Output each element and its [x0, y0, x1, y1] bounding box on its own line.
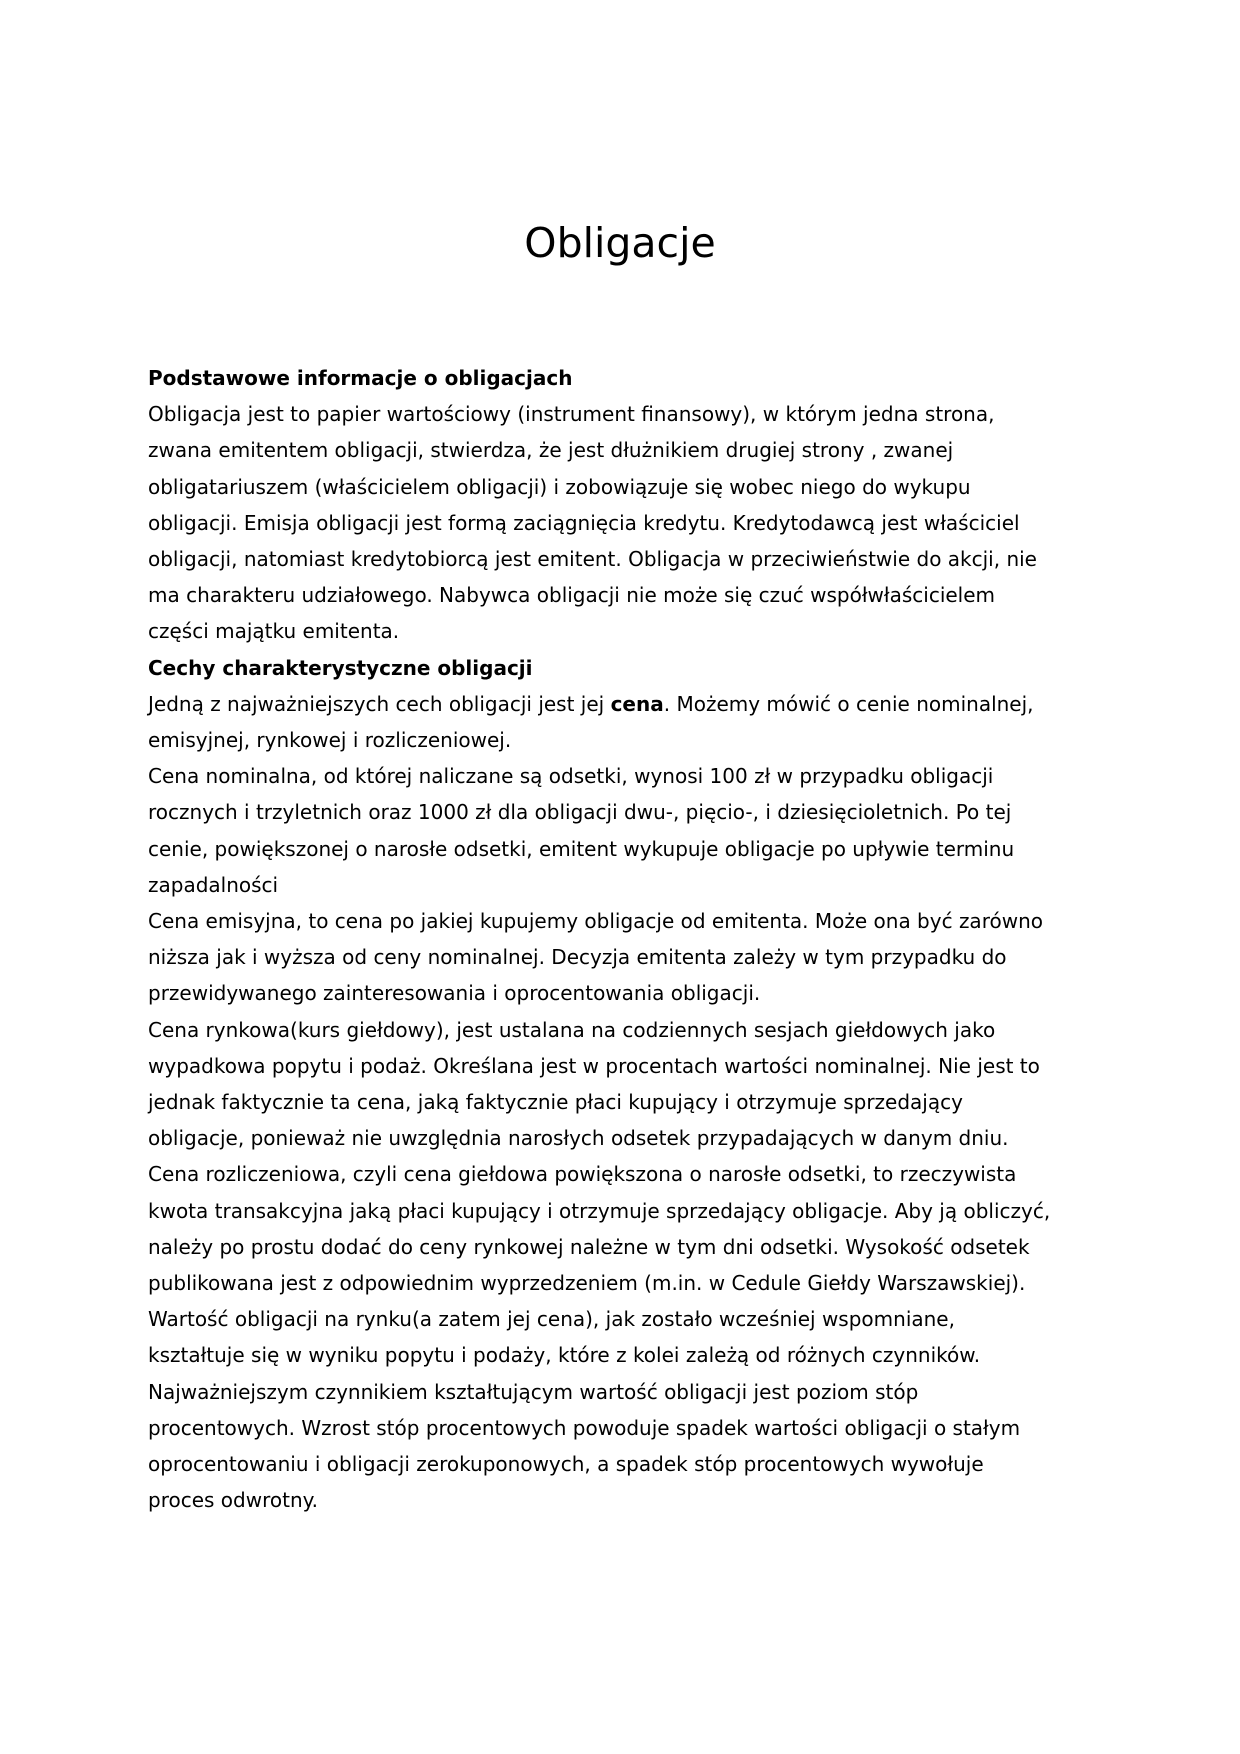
text-line: cenie, powiększonej o narosłe odsetki, emitent wykupuje obligacje po upływie terminu — [148, 836, 1015, 861]
text-line: zapadalności — [148, 872, 279, 897]
text-line: należy po prostu dodać do ceny rynkowej należne w tym dni odsetki. Wysokość odsetek — [148, 1234, 1030, 1259]
text-line: Cena rynkowa(kurs giełdowy), jest ustalana na codziennych sesjach giełdowych jako — [148, 1017, 996, 1042]
text-line: kwota transakcyjna jaką płaci kupujący i otrzymuje sprzedający obligacje. Aby ją obliczyć, — [148, 1198, 1051, 1223]
text-line: Wartość obligacji na rynku(a zatem jej cena), jak zostało wcześniej wspomniane, — [148, 1307, 955, 1332]
section-heading-basics: Podstawowe informacje o obligacjach — [148, 366, 573, 390]
text-line: części majątku emitenta. — [148, 619, 400, 644]
text-line: obligacje, ponieważ nie uwzględnia narosłych odsetek przypadających w danym dniu. — [148, 1126, 1009, 1151]
text-line: obligacji, natomiast kredytobiorcą jest emitent. Obligacja w przeciwieństwie do akcji, nie — [148, 547, 1037, 572]
intro-text: Jedną z najważniejszych cech obligacji jest jej — [148, 691, 611, 716]
text-line: kształtuje się w wyniku popytu i podaży, które z kolei zależą od różnych czynników. — [148, 1343, 981, 1368]
text-line: jednak faktycznie ta cena, jaką faktycznie płaci kupujący i otrzymuje sprzedający — [148, 1090, 963, 1115]
text-line: ma charakteru udziałowego. Nabywca obligacji nie może się czuć współwłaścicielem — [148, 583, 996, 608]
text-line: obligatariuszem (właścicielem obligacji) i zobowiązuje się wobec niego do wykupu — [148, 474, 971, 499]
text-line: zwana emitentem obligacji, stwierdza, że jest dłużnikiem drugiej strony , zwanej — [148, 438, 954, 463]
intro-bold-term: cena — [610, 691, 664, 716]
text-line: emisyjnej, rynkowej i rozliczeniowej. — [148, 728, 512, 753]
text-line: procentowych. Wzrost stóp procentowych powoduje spadek wartości obligacji o stałym — [148, 1415, 1021, 1440]
intro-text-end: . Możemy mówić o cenie nominalnej, — [663, 691, 1034, 716]
text-line: wypadkowa popytu i podaż. Określana jest w procentach wartości nominalnej. Nie jest to — [148, 1053, 1040, 1078]
text-line: proces odwrotny. — [148, 1488, 318, 1513]
text-line: Cena nominalna, od której naliczane są odsetki, wynosi 100 zł w przypadku obligacji — [148, 764, 994, 789]
text-line: oprocentowaniu i obligacji zerokuponowych, a spadek stóp procentowych wywołuje — [148, 1452, 984, 1477]
text-line: Cena emisyjna, to cena po jakiej kupujemy obligacje od emitenta. Może ona być zarówno — [148, 909, 1043, 934]
document-body — [148, 360, 1098, 1519]
text-line: publikowana jest z odpowiednim wyprzedzeniem (m.in. w Cedule Giełdy Warszawskiej). — [148, 1271, 1026, 1296]
text-line: przewidywanego zainteresowania i oprocentowania obligacji. — [148, 981, 761, 1006]
text-line-intro — [148, 686, 1098, 722]
text-line: Najważniejszym czynnikiem kształtującym wartość obligacji jest poziom stóp — [148, 1379, 919, 1404]
text-line: Obligacja jest to papier wartościowy (instrument finansowy), w którym jedna strona, — [148, 402, 995, 427]
page-title: Obligacje — [524, 219, 716, 267]
text-line: Cena rozliczeniowa, czyli cena giełdowa powiększona o narosłe odsetki, to rzeczywista — [148, 1162, 1017, 1187]
text-line: rocznych i trzyletnich oraz 1000 zł dla obligacji dwu-, pięcio-, i dziesięcioletnich. Po tej — [148, 800, 1012, 825]
text-line: niższa jak i wyższa od ceny nominalnej. Decyzja emitenta zależy w tym przypadku do — [148, 945, 1007, 970]
section-heading-characteristics: Cechy charakterystyczne obligacji — [148, 655, 533, 680]
text-line: obligacji. Emisja obligacji jest formą zaciągnięcia kredytu. Kredytodawcą jest właściciel — [148, 510, 1020, 535]
